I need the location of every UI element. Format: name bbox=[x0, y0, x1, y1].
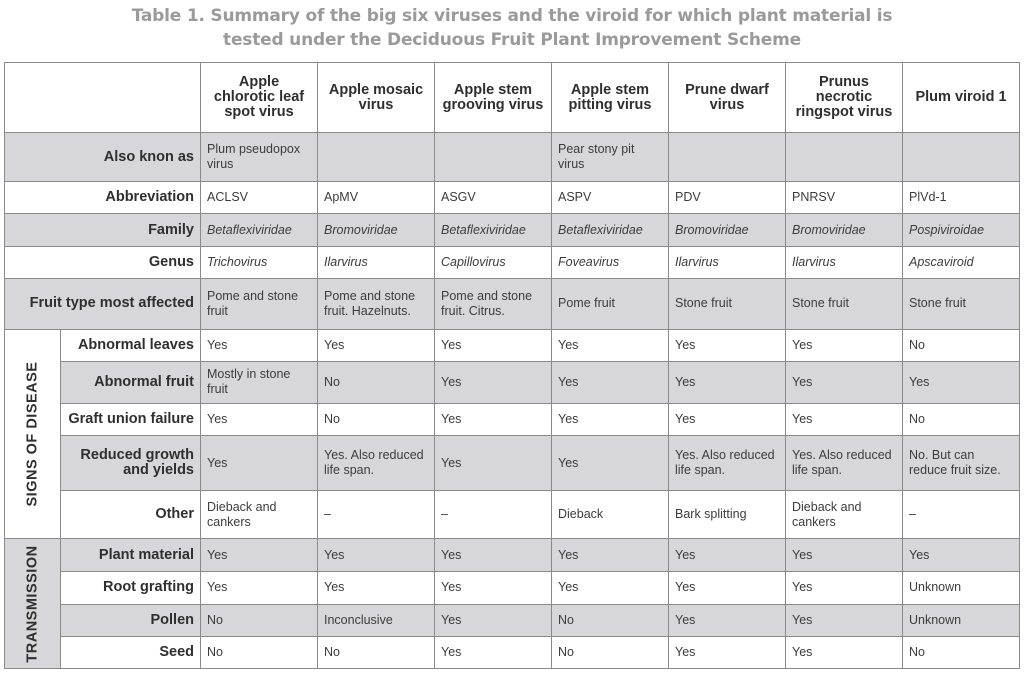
table-cell: PDV bbox=[669, 182, 786, 214]
table-cell: ApMV bbox=[318, 182, 435, 214]
row-label: Fruit type most affected bbox=[5, 278, 201, 329]
table-cell: Yes bbox=[669, 404, 786, 436]
column-header: Apple stem pitting virus bbox=[552, 63, 669, 133]
table-cell bbox=[903, 133, 1020, 182]
row-label: Abnormal leaves bbox=[61, 329, 201, 361]
table-row bbox=[5, 604, 1020, 636]
table-cell: Pome and stone fruit. Citrus. bbox=[435, 278, 552, 329]
table-cell: Pear stony pit virus bbox=[552, 133, 669, 182]
table-cell: No bbox=[903, 404, 1020, 436]
table-cell: Dieback and cankers bbox=[201, 491, 318, 539]
table-cell: Yes bbox=[435, 539, 552, 571]
caption-line-1: Table 1. Summary of the big six viruses and the viroid for which plant material is bbox=[131, 6, 893, 26]
row-label: Other bbox=[61, 491, 201, 539]
table-cell: Yes bbox=[903, 539, 1020, 571]
table-cell: Unknown bbox=[903, 571, 1020, 604]
table-cell: Plum pseudopox virus bbox=[201, 133, 318, 182]
table-cell: Yes bbox=[435, 571, 552, 604]
table-cell: Bromoviridae bbox=[786, 214, 903, 246]
row-label: Family bbox=[5, 214, 201, 246]
table-cell: No. But can reduce fruit size. bbox=[903, 436, 1020, 491]
table-cell: Yes bbox=[552, 404, 669, 436]
table-cell: Pospiviroidae bbox=[903, 214, 1020, 246]
table-row bbox=[5, 182, 1020, 214]
table-caption bbox=[0, 4, 1024, 52]
table-cell: Yes bbox=[786, 361, 903, 403]
caption-line-2: tested under the Deciduous Fruit Plant Improvement Scheme bbox=[223, 30, 801, 50]
table-cell: PNRSV bbox=[786, 182, 903, 214]
table-cell: Yes bbox=[201, 539, 318, 571]
table-cell: Betaflexiviridae bbox=[552, 214, 669, 246]
table-row bbox=[5, 133, 1020, 182]
table-cell: Ilarvirus bbox=[786, 246, 903, 278]
virus-summary-table bbox=[4, 62, 1020, 669]
table-cell: Capillovirus bbox=[435, 246, 552, 278]
table-cell: Bromoviridae bbox=[318, 214, 435, 246]
column-header: Apple chlorotic leaf spot virus bbox=[201, 63, 318, 133]
corner-cell bbox=[5, 63, 201, 133]
table-cell: Yes bbox=[786, 329, 903, 361]
column-header: Apple mosaic virus bbox=[318, 63, 435, 133]
table-cell: No bbox=[903, 636, 1020, 668]
table-cell: Yes bbox=[318, 571, 435, 604]
table-cell: Yes bbox=[435, 361, 552, 403]
table-row bbox=[5, 491, 1020, 539]
table-cell: Yes bbox=[669, 539, 786, 571]
row-label: Reduced growth and yields bbox=[61, 436, 201, 491]
table-cell: Unknown bbox=[903, 604, 1020, 636]
table-cell: Yes bbox=[903, 361, 1020, 403]
table-cell: PlVd-1 bbox=[903, 182, 1020, 214]
table-cell: Yes bbox=[552, 361, 669, 403]
table-cell: No bbox=[318, 636, 435, 668]
table-cell: Yes bbox=[201, 436, 318, 491]
table-cell: – bbox=[435, 491, 552, 539]
header-row bbox=[5, 63, 1020, 133]
table-cell: Betaflexiviridae bbox=[435, 214, 552, 246]
table-cell: No bbox=[552, 604, 669, 636]
table-row bbox=[5, 329, 1020, 361]
row-label: Also knon as bbox=[5, 133, 201, 182]
table-cell: Yes bbox=[669, 604, 786, 636]
table-cell: Yes bbox=[318, 539, 435, 571]
table-cell: Yes bbox=[201, 329, 318, 361]
column-header: Plum viroid 1 bbox=[903, 63, 1020, 133]
table-row bbox=[5, 404, 1020, 436]
table-cell: Dieback bbox=[552, 491, 669, 539]
row-label: Abbreviation bbox=[5, 182, 201, 214]
table-cell: Ilarvirus bbox=[669, 246, 786, 278]
table-row bbox=[5, 539, 1020, 571]
row-group-text: SIGNS OF DISEASE bbox=[24, 361, 40, 507]
table-row bbox=[5, 571, 1020, 604]
table-cell: Inconclusive bbox=[318, 604, 435, 636]
table-cell: Mostly in stone fruit bbox=[201, 361, 318, 403]
table-cell: Yes bbox=[669, 571, 786, 604]
table-cell: ACLSV bbox=[201, 182, 318, 214]
table-cell: Yes bbox=[786, 404, 903, 436]
table-cell: Yes bbox=[201, 571, 318, 604]
table-cell: Trichovirus bbox=[201, 246, 318, 278]
table-cell: Foveavirus bbox=[552, 246, 669, 278]
row-label: Genus bbox=[5, 246, 201, 278]
table-cell: Yes bbox=[552, 329, 669, 361]
table-row bbox=[5, 214, 1020, 246]
table-cell: Yes. Also reduced life span. bbox=[318, 436, 435, 491]
column-header: Prunus necrotic ringspot virus bbox=[786, 63, 903, 133]
table-cell: Pome and stone fruit. Hazelnuts. bbox=[318, 278, 435, 329]
table-cell: Yes bbox=[318, 329, 435, 361]
table-row bbox=[5, 278, 1020, 329]
table-cell: Yes bbox=[669, 361, 786, 403]
table-cell: Yes bbox=[669, 636, 786, 668]
table-cell bbox=[786, 133, 903, 182]
column-header: Apple stem grooving virus bbox=[435, 63, 552, 133]
table-cell: Pome and stone fruit bbox=[201, 278, 318, 329]
table-cell: Bromoviridae bbox=[669, 214, 786, 246]
table-cell: No bbox=[318, 361, 435, 403]
table-cell bbox=[435, 133, 552, 182]
table-cell: Ilarvirus bbox=[318, 246, 435, 278]
table-cell: Stone fruit bbox=[786, 278, 903, 329]
table-cell: Bark splitting bbox=[669, 491, 786, 539]
table-cell: Yes bbox=[786, 636, 903, 668]
row-label: Seed bbox=[61, 636, 201, 668]
table-cell: Yes bbox=[435, 604, 552, 636]
table-cell: Yes bbox=[552, 539, 669, 571]
row-label: Graft union failure bbox=[61, 404, 201, 436]
row-label: Abnormal fruit bbox=[61, 361, 201, 403]
table-cell: Yes bbox=[435, 404, 552, 436]
table-cell: ASPV bbox=[552, 182, 669, 214]
table-cell bbox=[669, 133, 786, 182]
table-cell: ASGV bbox=[435, 182, 552, 214]
table-cell: Yes bbox=[786, 571, 903, 604]
column-header: Prune dwarf virus bbox=[669, 63, 786, 133]
table-cell: Betaflexiviridae bbox=[201, 214, 318, 246]
table-cell: Stone fruit bbox=[903, 278, 1020, 329]
row-group-label bbox=[5, 329, 61, 539]
table-cell: – bbox=[318, 491, 435, 539]
table-row bbox=[5, 361, 1020, 403]
table-cell: Stone fruit bbox=[669, 278, 786, 329]
table-cell: Yes bbox=[435, 436, 552, 491]
row-label: Plant material bbox=[61, 539, 201, 571]
table-row bbox=[5, 636, 1020, 668]
table-cell: No bbox=[903, 329, 1020, 361]
table-cell: No bbox=[552, 636, 669, 668]
table-cell: Yes bbox=[435, 636, 552, 668]
table-cell: Yes bbox=[669, 329, 786, 361]
row-label: Pollen bbox=[61, 604, 201, 636]
table-cell: No bbox=[318, 404, 435, 436]
row-group-label bbox=[5, 539, 61, 669]
table-cell: Yes bbox=[786, 539, 903, 571]
table-row bbox=[5, 246, 1020, 278]
table-cell: Yes bbox=[552, 571, 669, 604]
table-cell: No bbox=[201, 636, 318, 668]
table-cell bbox=[318, 133, 435, 182]
table-cell: Yes bbox=[201, 404, 318, 436]
table-cell: Yes. Also reduced life span. bbox=[669, 436, 786, 491]
table-cell: No bbox=[201, 604, 318, 636]
table-cell: Dieback and cankers bbox=[786, 491, 903, 539]
table-cell: Pome fruit bbox=[552, 278, 669, 329]
table-row bbox=[5, 436, 1020, 491]
table-cell: Yes bbox=[552, 436, 669, 491]
table-cell: Yes bbox=[786, 604, 903, 636]
table-cell: – bbox=[903, 491, 1020, 539]
table-cell: Yes. Also reduced life span. bbox=[786, 436, 903, 491]
table-cell: Apscaviroid bbox=[903, 246, 1020, 278]
table-cell: Yes bbox=[435, 329, 552, 361]
row-label: Root grafting bbox=[61, 571, 201, 604]
row-group-text: TRANSMISSION bbox=[24, 545, 40, 663]
